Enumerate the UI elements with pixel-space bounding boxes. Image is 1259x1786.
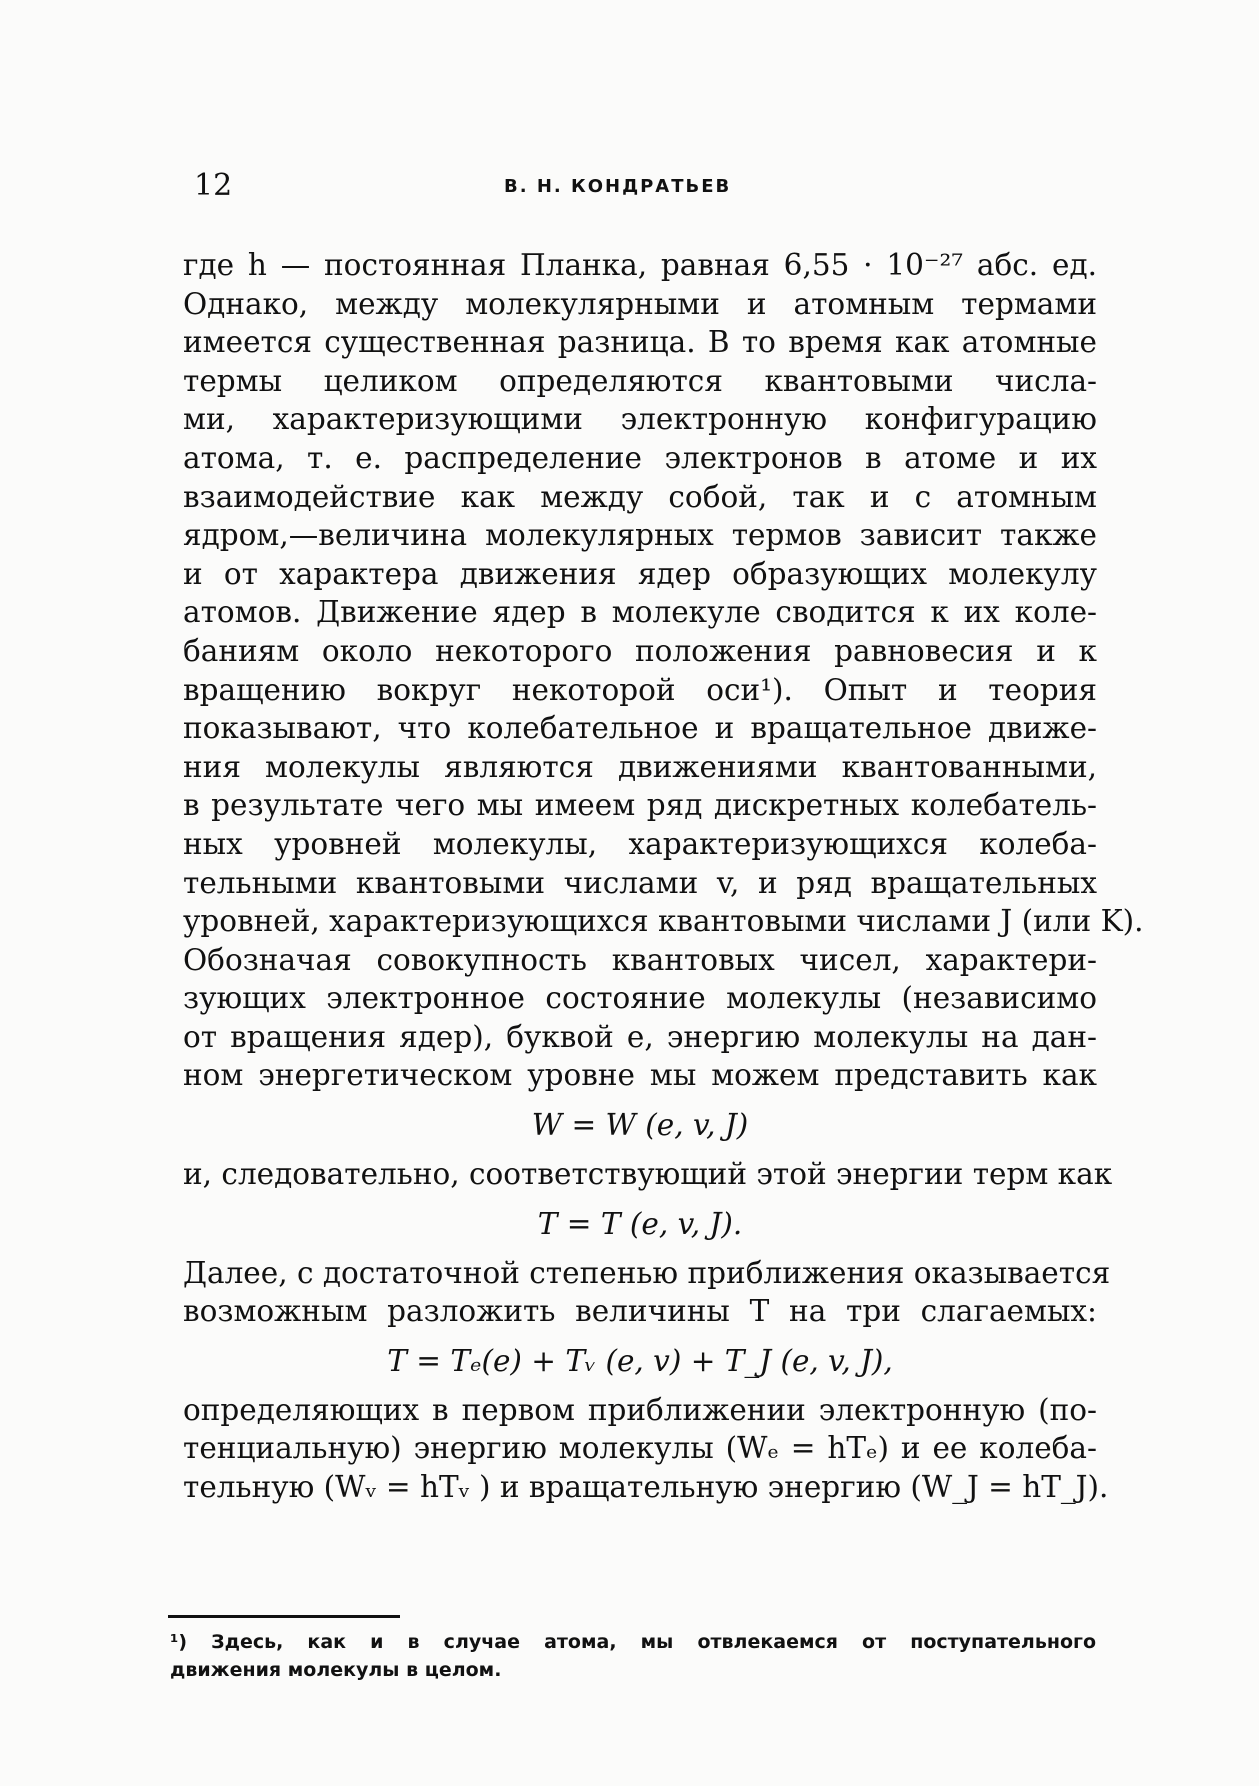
footnote [170, 1628, 1096, 1684]
text-line: тенциальную) энергию молекулы (Wₑ = hTₑ) и ее колеба- [183, 1431, 1097, 1466]
body-text [183, 246, 1144, 1507]
text-line: определяющих в первом приближении электронную (по- [183, 1392, 1097, 1427]
running-head: В. Н. КОНДРАТЬЕВ [504, 176, 732, 197]
page-number: 12 [194, 168, 233, 203]
text-line: возможным разложить величины T на три слагаемых: [183, 1294, 1097, 1329]
text-line: баниям около некоторого положения равновесия и к [183, 633, 1097, 668]
text-line: показывают, что колебательное и вращательное движе- [183, 711, 1097, 746]
text-line: где h — постоянная Планка, равная 6,55 · 10⁻²⁷ абс. ед. [183, 248, 1097, 282]
text-line: тельными квантовыми числами v, и ряд вращательных [183, 865, 1097, 900]
text-line: ном энергетическом уровне мы можем представить как [183, 1058, 1097, 1093]
text-line: от вращения ядер), буквой e, энергию молекулы на дан- [183, 1019, 1097, 1054]
text-line: взаимодействие как между собой, так и с атомным [183, 479, 1097, 514]
footnote-line: ¹) Здесь, как и в случае атома, мы отвлекаемся от поступательного [170, 1631, 1096, 1653]
footnote-rule [168, 1615, 400, 1618]
text-line: зующих электронное состояние молекулы (независимо [183, 981, 1097, 1016]
text-line: Обозначая совокупность квантовых чисел, характери- [183, 942, 1097, 977]
text-line: и от характера движения ядер образующих молекулу [183, 556, 1097, 591]
page-header [194, 168, 1094, 212]
formula-term-sum: T = Tₑ(e) + Tᵥ (e, v) + T_J (e, v, J), [387, 1343, 893, 1378]
text-line: вращению вокруг некоторой оси¹). Опыт и теория [183, 672, 1097, 707]
footnote-line: движения молекулы в целом. [170, 1659, 502, 1681]
text-line: уровней, характеризующихся квантовыми числами J (или K). [183, 904, 1144, 939]
text-line: Однако, между молекулярными и атомным термами [183, 286, 1097, 321]
text-line: атома, т. е. распределение электронов в атоме и их [183, 440, 1097, 475]
text-line: тельную (Wᵥ = hTᵥ ) и вращательную энергию (W_J = hT_J). [183, 1470, 1109, 1505]
text-line: имеется существенная разница. В то время как атомные [183, 325, 1097, 360]
text-line: атомов. Движение ядер в молекуле сводится к их коле- [183, 595, 1097, 630]
text-line: ных уровней молекулы, характеризующихся колеба- [183, 826, 1097, 861]
text-line: термы целиком определяются квантовыми числа- [183, 363, 1097, 398]
formula-energy: W = W (e, v, J) [531, 1108, 749, 1143]
text-line: Далее, с достаточной степенью приближения оказывается [183, 1255, 1111, 1290]
text-line: ния молекулы являются движениями квантованными, [183, 749, 1097, 784]
text-line: в результате чего мы имеем ряд дискретных колебатель- [183, 788, 1097, 823]
text-line: и, следовательно, соответствующий этой энергии терм как [183, 1157, 1113, 1192]
text-line: ми, характеризующими электронную конфигурацию [183, 402, 1097, 437]
text-line: ядром,—величина молекулярных термов зависит также [183, 518, 1097, 553]
formula-term: T = T (e, v, J). [537, 1206, 743, 1241]
